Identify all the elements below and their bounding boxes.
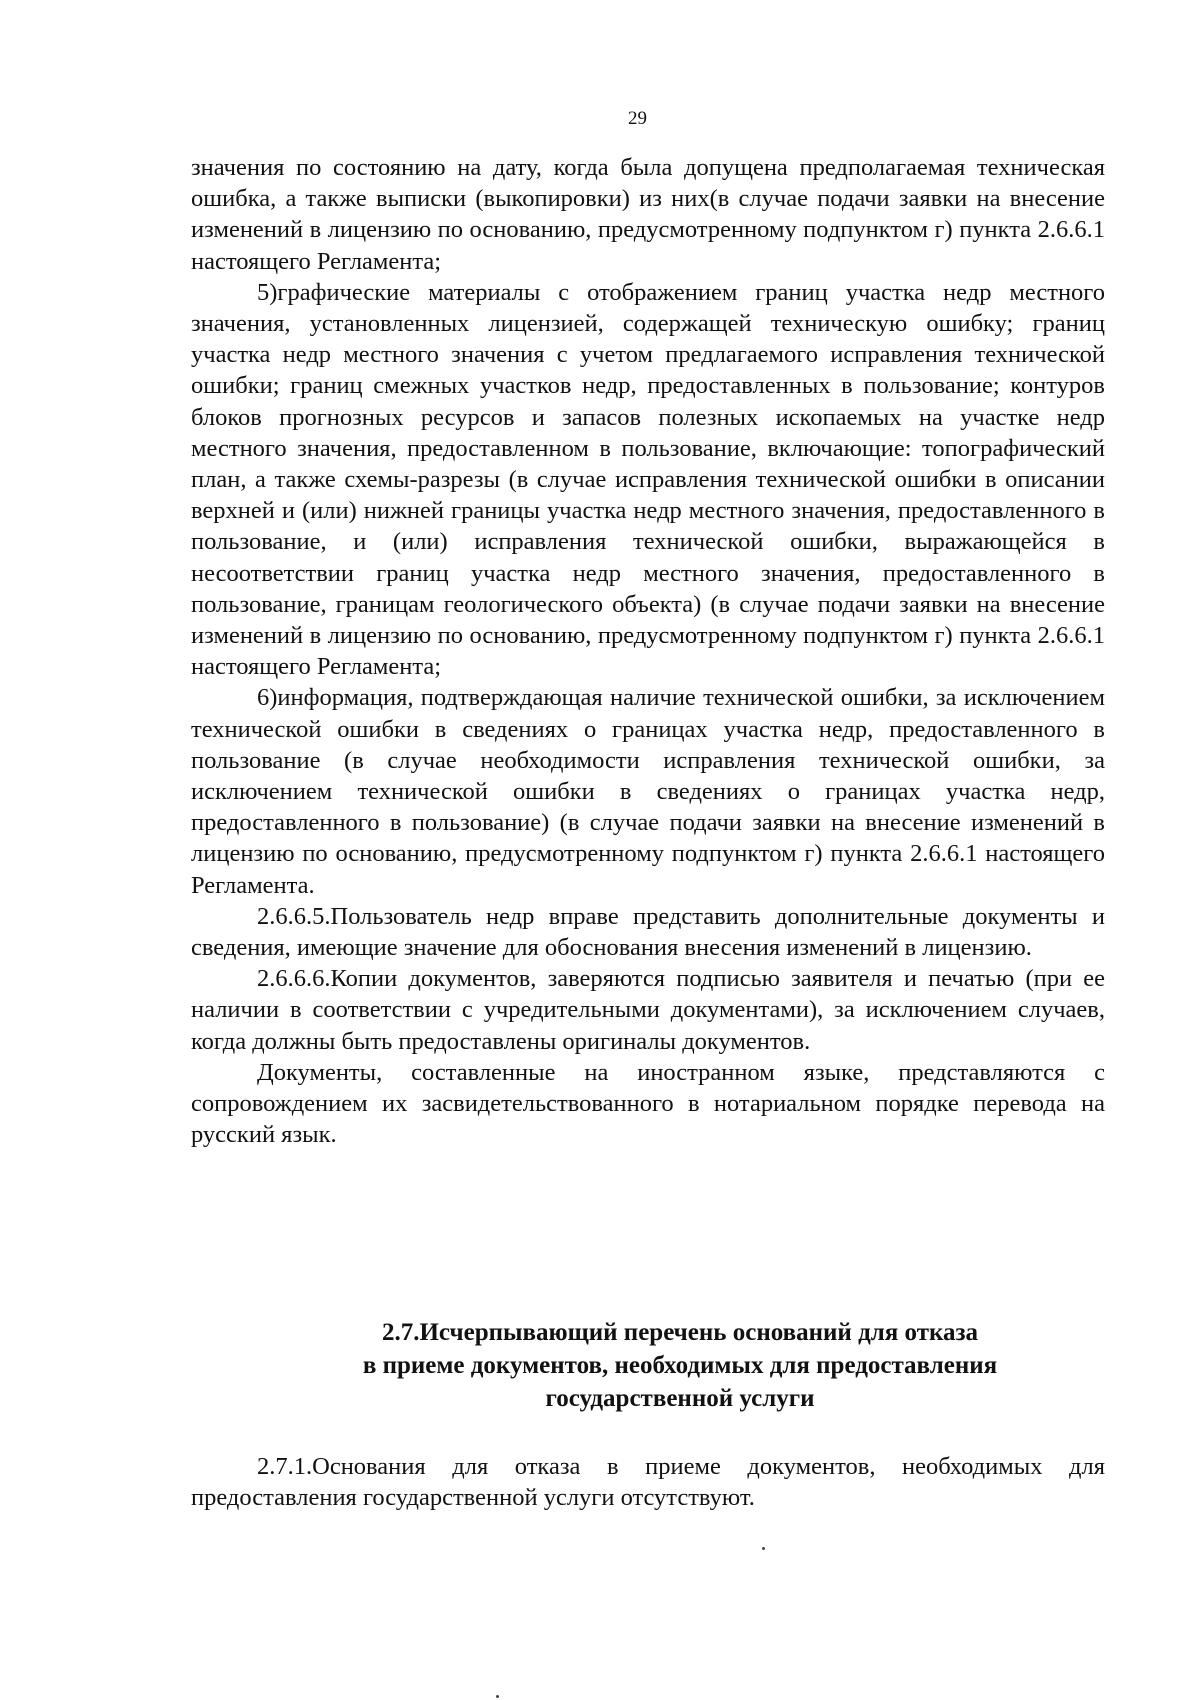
section-heading-2-7 — [300, 1316, 1060, 1415]
section-heading-line: в приеме документов, необходимых для предоставления — [362, 1352, 998, 1379]
paragraph-2-6-6-6: 2.6.6.6.Копии документов, заверяются подписью заявителя и печатью (при ее наличии в соответствии с учредительными документами), за исключением случаев, когда должны быть предоставлены оригиналы документов. — [191, 965, 1105, 1055]
paragraph-item-6: 6)информация, подтверждающая наличие технической ошибки, за исключением технической ошибки в сведениях о границах участка недр, предоставленного в пользование (в случае необходимости исправления технической ошибки, за исключением технической ошибки в сведениях о границах участка недр, предоставленного в пользование) (в случае подачи заявки на внесение изменений в лицензию по основанию, предусмотренному подпунктом г) пункта 2.6.6.1 настоящего Регламента. — [191, 684, 1105, 899]
paragraph-foreign-documents: Документы, составленные на иностранном языке, представляются с сопровождением их засвидетельствованного в нотариальном порядке перевода на русский язык. — [191, 1058, 1105, 1149]
document-body — [191, 152, 1105, 1151]
scan-speck — [496, 1695, 499, 1698]
section-heading-line: государственной услуги — [545, 1385, 815, 1412]
scan-speck — [762, 1547, 765, 1550]
paragraph-item-5: 5)графические материалы с отображением границ участка недр местного значения, установленных лицензией, содержащей техническую ошибку; границ участка недр местного значения с учетом предлагаемого исправления технической ошибки; границ смежных участков недр, предоставленных в пользование; контуров блоков прогнозных ресурсов и запасов полезных ископаемых на участке недр местного значения, предоставленном в пользование, включающие: топографический план, а также схемы-разрезы (в случае исправления технической ошибки в описании верхней и (или) нижней границы участка недр местного значения, предоставленного в пользование, и (или) исправления технической ошибки, выражающейся в несоответствии границ участка недр местного значения, предоставленного в пользование, границам геологического объекта) (в случае подачи заявки на внесение изменений в лицензию по основанию, предусмотренному подпунктом г) пункта 2.6.6.1 настоящего Регламента; — [191, 278, 1105, 681]
section-heading-line: 2.7.Исчерпывающий перечень оснований для отказа — [381, 1319, 979, 1346]
paragraph-2-6-6-5: 2.6.6.5.Пользователь недр вправе представить дополнительные документы и сведения, имеющие значение для обоснования внесения изменений в лицензию. — [191, 902, 1105, 962]
paragraph-2-7-1: 2.7.1.Основания для отказа в приеме документов, необходимых для предоставления государственной услуги отсутствуют. — [191, 1453, 1105, 1512]
page-number: 29 — [628, 108, 647, 129]
paragraph-continuation: значения по состоянию на дату, когда была допущена предполагаемая техническая ошибка, а также выписки (выкопировки) из них(в случае подачи заявки на внесение изменений в лицензию по основанию, предусмотренному подпунктом г) пункта 2.6.6.1 настоящего Регламента; — [191, 154, 1105, 275]
section-body-2-7 — [191, 1451, 1105, 1513]
